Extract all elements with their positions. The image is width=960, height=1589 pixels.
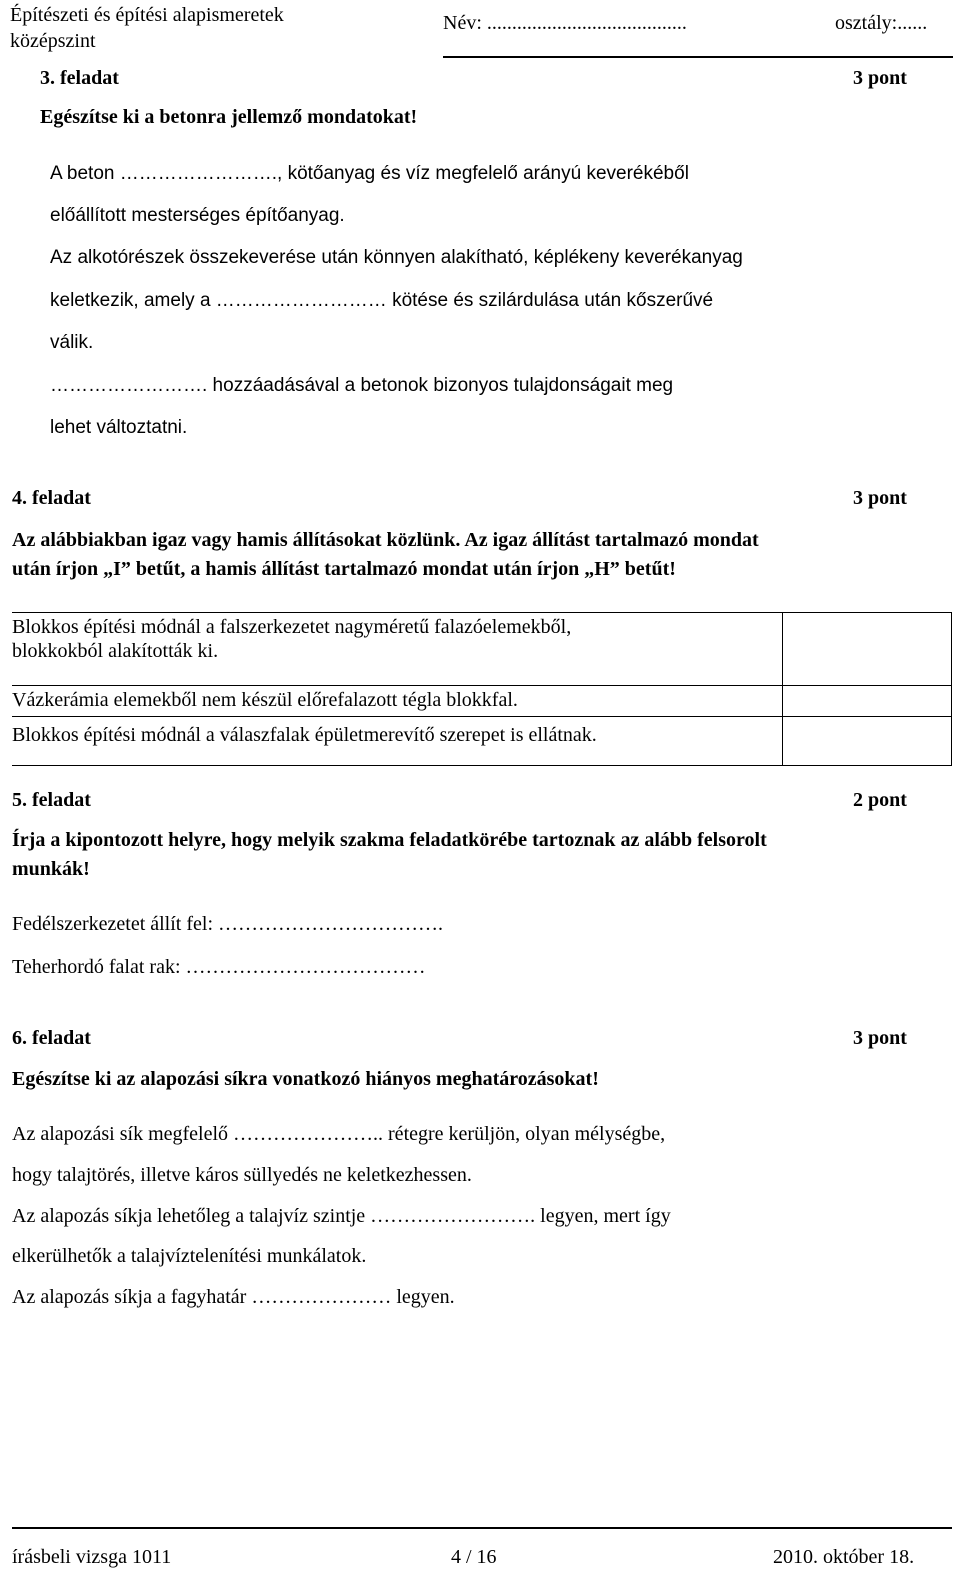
task4-instruction-2: után írjon „I” betűt, a hamis állítást tartalmazó mondat után írjon „H” betűt! — [12, 558, 676, 580]
statement-3-line-1: Blokkos építési módnál a válaszfalak épületmerevítő szerepet is ellátnak. — [12, 724, 597, 746]
task3-title: 3. feladat — [40, 67, 119, 89]
task3-line-2: előállított mesterséges építőanyag. — [50, 205, 345, 226]
task6-title: 6. feladat — [12, 1027, 91, 1049]
task3-instruction: Egészítse ki a betonra jellemző mondatokat! — [40, 106, 418, 128]
task5-line-1: Fedélszerkezetet állít fel: ……………………………. — [12, 913, 444, 935]
task5-instruction-1: Írja a kipontozott helyre, hogy melyik szakma feladatkörébe tartoznak az alább felsorolt — [12, 829, 767, 851]
task3-line-5: válik. — [50, 332, 94, 353]
task6-line-2: hogy talajtörés, illetve káros süllyedés ne keletkezhessen. — [12, 1164, 472, 1186]
statement-2-line-1: Vázkerámia elemekből nem készül előrefalazott tégla blokkfal. — [12, 689, 518, 711]
footer-exam-code: írásbeli vizsga 1011 — [12, 1546, 172, 1568]
header-name-field: Név: ........................................ — [443, 12, 687, 34]
table-row — [12, 717, 952, 766]
task5-instruction-2: munkák! — [12, 858, 90, 880]
footer-rule — [12, 1527, 952, 1529]
task6-line-1: Az alapozási sík megfelelő ………………….. rétegre kerüljön, olyan mélységbe, — [12, 1123, 666, 1145]
task6-line-4: elkerülhetők a talajvíztelenítési munkálatok. — [12, 1245, 367, 1267]
task4-points: 3 pont — [853, 487, 907, 509]
answer-box-3[interactable] — [783, 717, 952, 766]
task3-points: 3 pont — [853, 67, 907, 89]
footer-page-number: 4 / 16 — [451, 1546, 497, 1568]
task6-line-5: Az alapozás síkja a fagyhatár ………………… legyen. — [12, 1286, 455, 1308]
true-false-table — [12, 612, 952, 766]
task6-points: 3 pont — [853, 1027, 907, 1049]
task6-instruction: Egészítse ki az alapozási síkra vonatkozó hiányos meghatározásokat! — [12, 1068, 599, 1090]
header-rule — [443, 56, 953, 58]
task3-line-6: ……………………. hozzáadásával a betonok bizonyos tulajdonságait meg — [50, 375, 674, 396]
statement-1-line-2: blokkokból alakították ki. — [12, 640, 219, 662]
header-class-field: osztály:...... — [835, 12, 928, 34]
header-level: középszint — [10, 30, 96, 52]
table-row — [12, 686, 952, 717]
statement-cell — [12, 686, 783, 717]
task4-title: 4. feladat — [12, 487, 91, 509]
task5-title: 5. feladat — [12, 789, 91, 811]
statement-1-line-1: Blokkos építési módnál a falszerkezetet nagyméretű falazóelemekből, — [12, 616, 572, 638]
footer-date: 2010. október 18. — [773, 1546, 915, 1568]
statement-cell — [12, 717, 783, 766]
statement-cell — [12, 613, 783, 686]
task3-line-1: A beton ……………………., kötőanyag és víz megfelelő arányú keverékéből — [50, 163, 689, 184]
task6-line-3: Az alapozás síkja lehetőleg a talajvíz szintje ……………………. legyen, mert így — [12, 1205, 671, 1227]
task5-line-2: Teherhordó falat rak: ……………………………… — [12, 956, 426, 978]
answer-box-2[interactable] — [783, 686, 952, 717]
table-row — [12, 613, 952, 686]
answer-box-1[interactable] — [783, 613, 952, 686]
task3-line-7: lehet változtatni. — [50, 417, 188, 438]
task4-instruction-1: Az alábbiakban igaz vagy hamis állításokat közlünk. Az igaz állítást tartalmazó mondat — [12, 529, 759, 551]
header-subject: Építészeti és építési alapismeretek — [10, 4, 284, 26]
task3-line-3: Az alkotórészek összekeverése után könnyen alakítható, képlékeny keverékanyag — [50, 247, 743, 268]
task3-line-4: keletkezik, amely a ……………………… kötése és szilárdulása után kőszerűvé — [50, 290, 714, 311]
task5-points: 2 pont — [853, 789, 907, 811]
